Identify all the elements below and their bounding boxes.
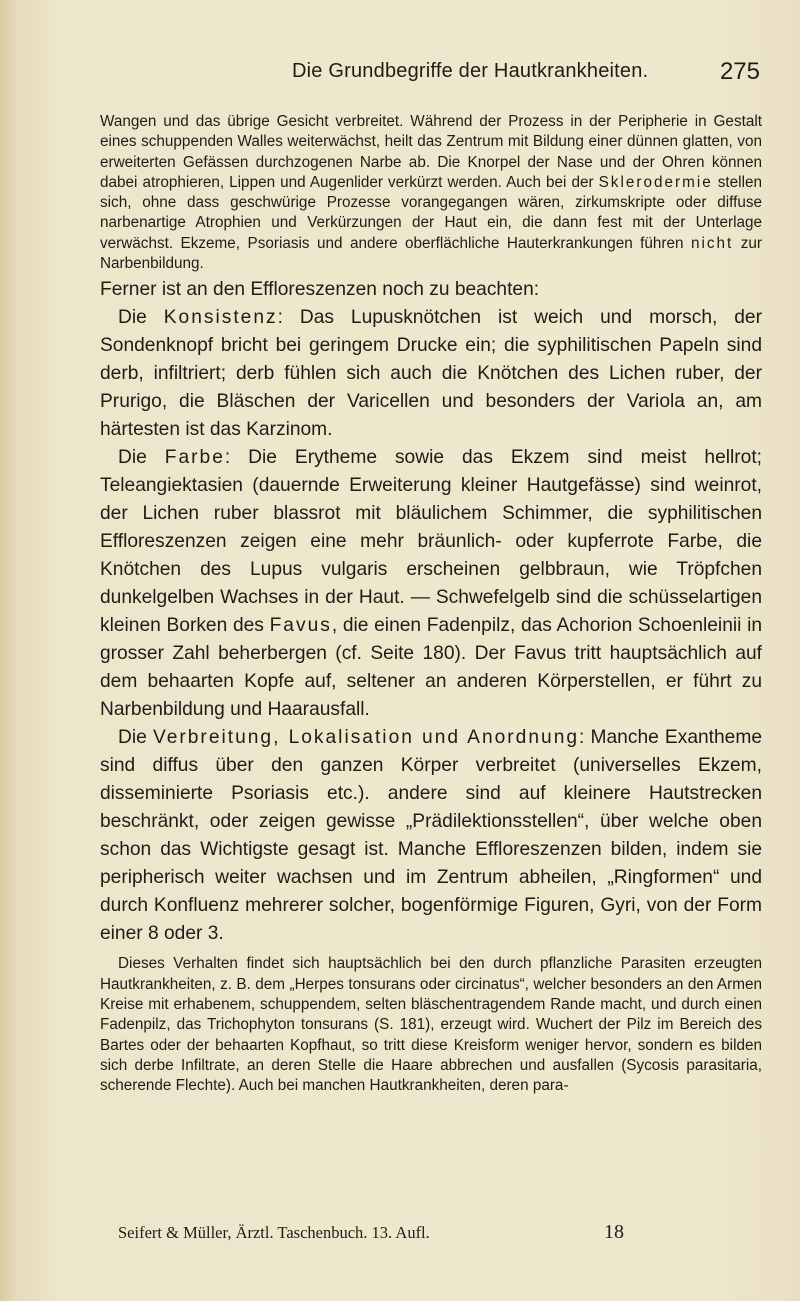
farbe-head: Die <box>118 447 165 469</box>
paragraph-farbe <box>100 444 762 724</box>
footer-imprint: Seifert & Müller, Ärztl. Taschenbuch. 13. Aufl. <box>118 1223 430 1242</box>
paragraph-konsistenz <box>100 304 762 444</box>
page-footer <box>118 1223 624 1253</box>
farbe-text-2: , die einen Fadenpilz, das Achorion Schoenleinii in grosser Zahl beherbergen (cf. Seite 180). Der Favus tritt hauptsächlich auf dem behaarten Kopfe auf, seltener an anderen Körperstellen, er führt zu Narbenbildung und Haarausfall. <box>100 615 762 721</box>
verbreitung-head: Die <box>118 727 153 749</box>
lead-sentence: Ferner ist an den Effloreszenzen noch zu beachten: <box>100 279 540 301</box>
konsistenz-head: Die <box>118 307 164 329</box>
term-konsistenz: Konsistenz <box>163 307 278 329</box>
intro-paragraph <box>100 112 762 274</box>
term-favus: Favus <box>269 615 332 637</box>
intro-text-3: zur Narbenbildung. <box>100 234 762 273</box>
term-verbreitung: Verbreitung, Lokalisation und Anordnung <box>152 727 580 749</box>
page-number: 275 <box>719 58 760 85</box>
farbe-text: : Die Erytheme sowie das Ekzem sind meist hellrot; Teleangiektasien (dauernde Erweiterung kleiner Hautgefässe) sind weinrot, der Lichen ruber blassrot mit bläulichem Schimmer, die syphilitischen Effloreszenzen zeigen eine mehr bräunlich- oder kupferrote Farbe, die Knötchen des Lupus vulgaris erscheinen gelbbraun, wie Tröpfchen dunkelgelben Wachses in der Haut. — Schwefelgelb sind die schüsselartigen kleinen Borken des <box>100 447 762 637</box>
intro-text-1: Wangen und das übrige Gesicht verbreitet. Während der Prozess in der Peripherie in Gestalt eines schuppenden Walles weiterwächst, heilt das Zentrum mit Bildung einer dünnen glatten, von erweiterten Gefässen durchzogenen Narbe ab. Die Knorpel der Nase und der Ohren können dabei atrophieren, Lippen und Augenlider verkürzt werden. Auch bei der <box>100 113 762 191</box>
page-header <box>292 50 760 90</box>
page-content <box>100 112 762 1096</box>
verbreitung-text: : Manche Exantheme sind diffus über den ganzen Körper verbreitet (universelles Ekzem, disseminierte Psoriasis etc.). andere sind auf kleinere Hautstrecken beschränkt, oder zeigen gewisse „Prädilektionsstellen“, über welche oben schon das Wichtigste gesagt ist. Manche Effloreszenzen bilden, indem sie peripherisch weiter wachsen und im Zentrum abheilen, „Ringformen“ und durch Konfluenz mehrerer solcher, bogenförmige Figuren, Gyri, von der Form einer 8 oder 3. <box>100 727 762 945</box>
term-farbe: Farbe <box>164 447 225 469</box>
paragraph-verbreitung <box>100 724 762 948</box>
intro-text-2: stellen sich, ohne dass geschwürige Prozesse vorangegangen wären, zirkumskripte oder diffuse narbenartige Atrophien und Verkürzungen der Haut ein, die dann fest mit der Unterlage verwächst. Ekzeme, Psoriasis und andere oberflächliche Hauterkrankungen führen <box>100 173 762 252</box>
konsistenz-text: : Das Lupusknötchen ist weich und morsch, der Sondenknopf bricht bei geringem Drucke ein; die syphilitischen Papeln sind derb, infiltriert; derb fühlen sich auch die Knötchen des Lichen ruber, der Prurigo, die Bläschen der Varicellen und besonders der Variola an, am härtesten ist das Karzinom. <box>100 307 762 441</box>
small-print-paragraph: Dieses Verhalten findet sich hauptsächlich bei den durch pflanzliche Parasiten erzeugten Hautkrankheiten, z. B. dem „Herpes tonsurans oder circinatus“, welcher besonders an den Armen Kreise mit erhabenem, schuppendem, selten bläschentragendem Rande macht, und durch einen Fadenpilz, das Trichophyton tonsurans (S. 181), erzeugt wird. Wuchert der Pilz im Bereich des Bartes oder der behaarten Kopfhaut, so tritt diese Kreisform weniger hervor, sondern es bilden sich derbe Infiltrate, an deren Stelle die Haare abbrechen und ausfallen (Sycosis parasitaria, scherende Flechte). Auch bei manchen Hautkrankheiten, deren para- <box>100 955 762 1095</box>
term-sklerodermie: Sklerodermie <box>598 173 713 191</box>
term-nicht: nicht <box>690 234 734 252</box>
running-title: Die Grundbegriffe der Hautkrankheiten. <box>292 60 649 82</box>
sheet-signature: 18 <box>604 1221 624 1243</box>
